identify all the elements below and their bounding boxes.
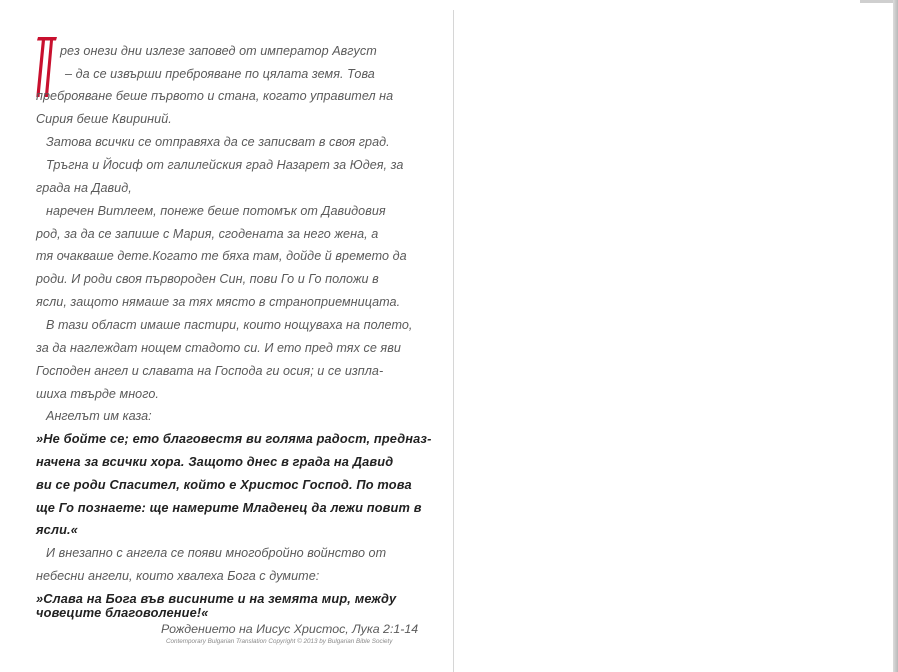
passage-line: И внезапно с ангела се появи многобройно войнство от (46, 546, 387, 560)
passage-line: В тази област имаше пастири, които нощуваха на полето, (46, 318, 413, 332)
page-right-edge (893, 0, 898, 672)
passage-line: Тръгна и Йосиф от галилейския град Назарет за Юдея, за (46, 158, 404, 172)
angel-quote-line: ясли.« (36, 522, 79, 537)
angel-quote-line: начена за всички хора. Защото днес в града на Давид (36, 454, 394, 469)
scripture-reference: Рождението на Иисус Христос, Лука 2:1-14 (161, 622, 419, 636)
angel-quote-line: ще Го познаете: ще намерите Младенец да лежи повит в (36, 500, 422, 515)
passage-line: преброяване беше първото и стана, когато управител на (36, 89, 394, 103)
praise-quote-line: човеците благоволение!« (36, 605, 209, 620)
praise-quote-line: »Слава на Бога във висините и на земята мир, между (36, 591, 397, 606)
passage-line: тя очакваше дете.Когато те бяха там, дойде й времето да (36, 249, 407, 263)
passage-line: Господен ангел и славата на Господа ги осия; и се изпла- (36, 364, 384, 378)
passage-line: ясли, защото нямаше за тях място в страноприемницата. (36, 295, 401, 309)
passage-line: града на Давид, (36, 181, 132, 195)
angel-quote-line: »Не бойте се; ето благовестя ви голяма радост, предназ- (36, 431, 432, 446)
passage-line: за да наглеждат нощем стадото си. И ето пред тях се яви (36, 341, 401, 355)
passage-line: наречен Витлеем, понеже беше потомък от Давидовия (46, 204, 386, 218)
passage-line: Сирия беше Квириний. (36, 112, 172, 126)
angel-quote-line: ви се роди Спасител, който е Христос Господ. По това (36, 477, 412, 492)
passage-line: – да се извърши преброяване по цялата земя. Това (65, 67, 375, 81)
passage-line: шиха твърде много. (36, 387, 159, 401)
passage-line: роди. И роди своя първороден Син, пови Го и Го положи в (36, 272, 379, 286)
passage-line: Затова всички се отправяха да се записват в своя град. (46, 135, 390, 149)
copyright-notice: Contemporary Bulgarian Translation Copyright © 2013 by Bulgarian Bible Society (166, 638, 393, 645)
passage-line: род, за да се запише с Мария, сгодената за него жена, а (36, 227, 379, 241)
passage-line: рез онези дни излезе заповед от император Август (60, 44, 377, 58)
passage-line: Ангелът им каза: (46, 409, 152, 423)
center-fold-line (453, 10, 454, 672)
passage-line: небесни ангели, които хвалеха Бога с думите: (36, 569, 320, 583)
